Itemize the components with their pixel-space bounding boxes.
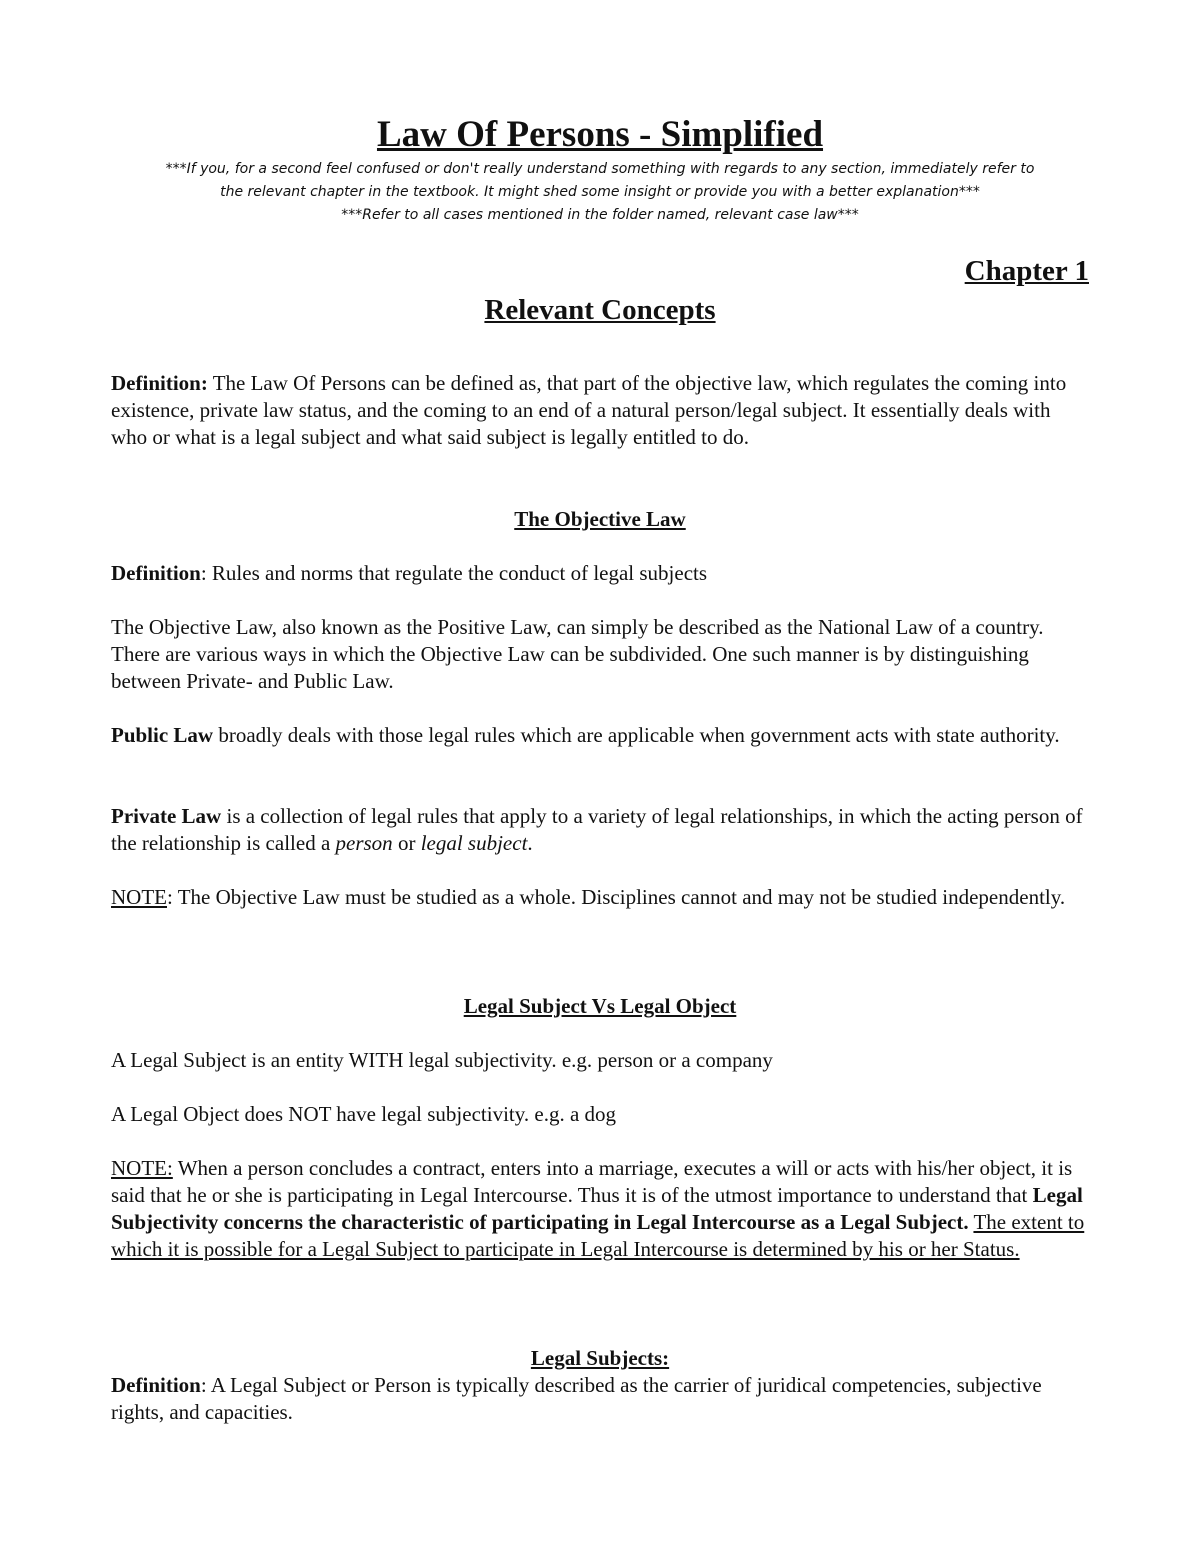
intro-line: ***Refer to all cases mentioned in the folder named, relevant case law*** xyxy=(341,207,859,223)
intro-line: ***If you, for a second feel confused or don't really understand something with regards to any section, immediately refer to xyxy=(165,161,1035,177)
document-title: Law Of Persons - Simplified xyxy=(376,114,824,155)
legal-subject-line: A Legal Subject is an entity WITH legal subjectivity. e.g. person or a company xyxy=(111,1048,773,1072)
intro-note xyxy=(110,158,1090,227)
objective-law-note xyxy=(111,884,1091,911)
definition-text: The Law Of Persons can be defined as, that part of the objective law, which regulates the coming into existence, private law status, and the coming to an end of a natural person/legal subject. It essentially deals with who or what is a legal subject and what said subject is legally entitled to do. xyxy=(111,371,1067,449)
legal-object-line: A Legal Object does NOT have legal subjectivity. e.g. a dog xyxy=(111,1102,617,1126)
note-label: NOTE: xyxy=(111,1156,173,1180)
public-law-paragraph xyxy=(111,722,1091,749)
definition-label: Definition xyxy=(111,561,201,585)
definition-label: Definition xyxy=(111,1373,201,1397)
objective-law-heading: The Objective Law xyxy=(514,507,686,531)
definition-text: : A Legal Subject or Person is typically described as the carrier of juridical competencies, subjective rights, and capacities. xyxy=(111,1373,1042,1424)
term-legal-subject: legal subject xyxy=(420,831,528,855)
period-text: . xyxy=(527,831,533,855)
objective-law-definition xyxy=(111,560,1091,587)
connector-text: or xyxy=(392,831,421,855)
note-underlined-text: The extent to which it is possible for a Legal Subject to participate in Legal Intercourse is determined by his or her Status. xyxy=(111,1210,1085,1261)
note-bold-text: Legal Subjectivity concerns the characteristic of participating in Legal Intercourse as a Legal Subject. xyxy=(111,1183,1083,1234)
term-person: person xyxy=(335,831,393,855)
intro-line: the relevant chapter in the textbook. It might shed some insight or provide you with a better explanation*** xyxy=(220,184,980,200)
definition-text: : Rules and norms that regulate the conduct of legal subjects xyxy=(200,561,708,585)
note-label: NOTE xyxy=(111,885,167,909)
private-law-label: Private Law xyxy=(111,804,222,828)
legal-subjects-heading: Legal Subjects: xyxy=(530,1346,670,1370)
subject-vs-object-heading: Legal Subject Vs Legal Object xyxy=(463,994,737,1018)
law-of-persons-definition xyxy=(111,370,1091,451)
chapter-label: Chapter 1 xyxy=(964,255,1089,287)
note-text: When a person concludes a contract, enters into a marriage, executes a will or acts with his/her object, it is said that he or she is participating in Legal Intercourse. Thus it is of the utmost importance to understand that xyxy=(111,1156,1073,1207)
note-text: : The Objective Law must be studied as a whole. Disciplines cannot and may not be studied independently. xyxy=(167,885,1066,909)
definition-label: Definition: xyxy=(111,371,208,395)
private-law-text: is a collection of legal rules that apply to a variety of legal relationships, in which the acting person of the relationship is called a xyxy=(111,804,1083,855)
legal-subjects-definition xyxy=(111,1372,1091,1426)
legal-intercourse-note xyxy=(111,1155,1091,1263)
public-law-text: broadly deals with those legal rules which are applicable when government acts with state authority. xyxy=(213,723,1060,747)
private-law-paragraph xyxy=(111,803,1091,857)
objective-law-paragraph: The Objective Law, also known as the Positive Law, can simply be described as the National Law of a country. There are various ways in which the Objective Law can be subdivided. One such manner is by distinguishing between Private- and Public Law. xyxy=(111,615,1044,693)
chapter-title: Relevant Concepts xyxy=(484,294,716,326)
public-law-label: Public Law xyxy=(111,723,214,747)
